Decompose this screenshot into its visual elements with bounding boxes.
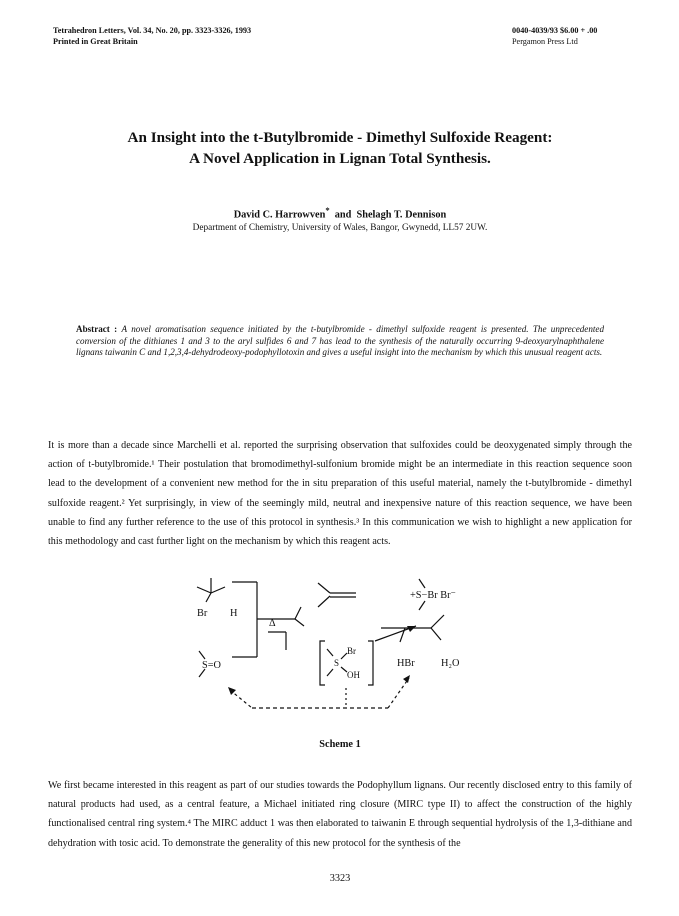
hbr-label: HBr [397, 658, 415, 669]
printed-in: Printed in Great Britain [53, 36, 138, 46]
dmso-label: S=O [202, 660, 221, 671]
br-label: Br [197, 608, 208, 619]
abstract-text: A novel aromatisation sequence initiated by the t-butylbromide - dimethyl sulfoxide reagent is presented. The unprecedented conversion of the dithianes 1 and 3 to the aryl sulfides 6 and 7 has lead to the synthesis of the naturally occurring 9-deoxyarylnaphthalene lignans taiwanin C and 1,2,3,4-dehydrodeoxy-podophyllotoxin and gives a useful insight into the mechanism by which this unusual reagent acts. [76, 324, 604, 357]
second-paragraph: We first became interested in this reagent as part of our studies towards the Podophyllum lignans. Our recently disclosed entry to this family of natural products had used, as a central feature, a Michael initiated ring closure (MIRC type II) to affect the construction of the highly functionalised central ring system.⁴ The MIRC adduct 1 was then elaborated to taiwanin E through sequential hydrolysis of the 1,3-dithiane and dehydration with tosic acid. To demonstrate the generality of this new protocol for the synthesis of the [48, 780, 632, 849]
author-2: Shelagh T. Dennison [356, 209, 447, 221]
sulfonium-label: +S−Br Br⁻ [410, 590, 456, 601]
heat-label: Δ [269, 618, 276, 629]
methyl-bond [199, 651, 205, 659]
dashed-path [388, 678, 409, 708]
publisher-header [512, 26, 597, 47]
abstract [76, 324, 604, 359]
water-label: H₂O [441, 658, 460, 669]
author-conjunction: and [334, 209, 352, 221]
h-label: H [230, 608, 238, 619]
scheme-line [295, 619, 304, 626]
affiliation: Department of Chemistry, University of Wales, Bangor, Gwynedd, LL57 2UW. [192, 223, 488, 233]
intro-paragraph: It is more than a decade since Marchelli et al. reported the surprising observation that sulfoxides could be deoxygenated simply through the action of t-butylbromide.¹ Their postulation that bromodimethyl-sulfonium bromide might be an intermediate in this reaction sequence soon lead to the development of a convenient new method for the in situ preparation of this useful material, namely the t-butylbromide - dimethyl sulfoxide reagent.² Yet surprisingly, in view of the seemingly mild, neutral and inexpensive nature of this reaction sequence, we have been unable to find any further reference to the use of this protocol in synthesis.³ In this communication we wish to highlight a new application for this methodology and cast further light on the mechanism by which this reagent acts. [48, 440, 632, 548]
intermediate-s: S [334, 658, 340, 668]
tbu-bond [431, 628, 441, 640]
paper-title [40, 127, 640, 169]
intermediate-bracket-left [320, 641, 325, 685]
author-line [40, 205, 640, 220]
methyl-bond [419, 579, 425, 588]
journal-header [53, 26, 251, 47]
isobutene-bond [318, 596, 330, 607]
issn-price: 0040-4039/93 $6.00 + .00 [512, 26, 598, 35]
methyl-bond [419, 601, 425, 610]
arrowhead [403, 675, 410, 683]
title-line-1: An Insight into the t-Butylbromide - Dimethyl Sulfoxide Reagent: [127, 129, 553, 146]
dashed-path [230, 690, 252, 708]
methyl-bond [327, 669, 333, 676]
tbubr-bond [211, 587, 225, 593]
publisher-name: Pergamon Press Ltd [512, 36, 578, 46]
intermediate-oh: OH [347, 670, 360, 680]
author-1: David C. Harrowven [233, 209, 326, 221]
tbubr-bond [197, 587, 211, 593]
journal-citation: Tetrahedron Letters, Vol. 34, No. 20, pp. 3323-3326, 1993 [53, 26, 252, 35]
isobutene-bond [318, 583, 330, 593]
abstract-label: Abstract : [76, 324, 118, 334]
methyl-bond [327, 649, 333, 656]
intermediate-bracket-right [368, 641, 373, 685]
scheme-line [295, 607, 301, 619]
scheme-1-diagram [0, 560, 679, 735]
intermediate-br: Br [347, 646, 356, 656]
scheme-caption: Scheme 1 [319, 739, 361, 750]
title-line-2: A Novel Application in Lignan Total Synthesis. [189, 150, 491, 167]
page-number: 3323 [329, 873, 351, 884]
corresponding-mark: * [325, 205, 330, 215]
tbu-bond [431, 615, 444, 628]
tbubr-bond [206, 593, 211, 602]
